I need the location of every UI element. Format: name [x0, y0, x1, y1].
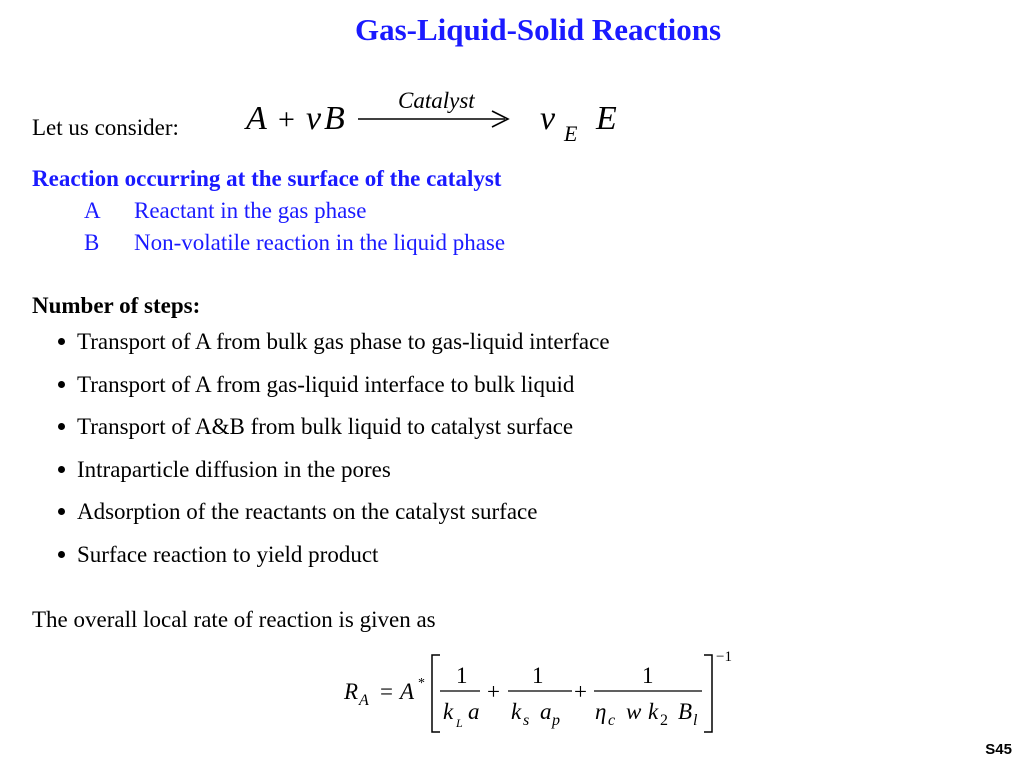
bullet-icon: [58, 551, 65, 558]
step-item: [58, 372, 574, 398]
eq-catalyst-label: Catalyst: [398, 88, 475, 113]
eq-reactant-a: A: [246, 100, 267, 137]
formula-star: *: [418, 676, 425, 691]
formula-a: A: [400, 679, 415, 704]
bullet-icon: [58, 466, 65, 473]
formula-r: R: [344, 679, 359, 704]
step-item-text: Transport of A from gas-liquid interface to bulk liquid: [77, 372, 575, 397]
step-item: [58, 542, 378, 568]
step-item: [58, 414, 573, 440]
term3-w: w: [626, 699, 642, 724]
bullet-icon: [58, 338, 65, 345]
eq-plus: +: [278, 103, 295, 136]
surface-item-a-key: A: [84, 198, 101, 223]
formula-r-sub: A: [359, 692, 369, 709]
surface-item-a-text: Reactant in the gas phase: [134, 198, 367, 223]
term2-k: k: [511, 699, 522, 724]
eq-reactant-b: B: [324, 100, 345, 137]
step-item: [58, 499, 537, 525]
bullet-icon: [58, 423, 65, 430]
term3-k-sub: 2: [660, 712, 668, 729]
eq-nu: ν: [306, 100, 322, 137]
term1-k-sub: L: [456, 716, 463, 730]
rate-text: The overall local rate of reaction is given as: [32, 607, 436, 632]
step-item-text: Adsorption of the reactants on the catalyst surface: [77, 499, 538, 524]
step-item-text: Surface reaction to yield product: [77, 542, 379, 567]
term3-b: B: [678, 699, 693, 724]
term3-eta-sub: c: [608, 712, 616, 729]
term3-numerator: 1: [642, 663, 654, 688]
step-item-text: Transport of A&B from bulk liquid to catalyst surface: [77, 414, 574, 439]
slide-number: S45: [985, 741, 1012, 758]
reaction-equation: [240, 85, 640, 150]
left-bracket: [432, 655, 440, 732]
term3-k: k: [648, 699, 659, 724]
eq-product-e: E: [596, 100, 617, 137]
eq-nu-e: ν: [540, 100, 556, 137]
step-item-text: Transport of A from bulk gas phase to gas-liquid interface: [77, 329, 610, 354]
term1-a: a: [468, 699, 480, 724]
term3-b-sub: l: [693, 712, 698, 729]
eq-sub-e: E: [564, 121, 578, 146]
term2-a: a: [540, 699, 552, 724]
bullet-icon: [58, 381, 65, 388]
steps-heading: Number of steps:: [32, 293, 201, 318]
term1-numerator: 1: [456, 663, 468, 688]
term2-k-sub: s: [523, 712, 530, 729]
plus-1: +: [487, 679, 500, 704]
surface-item-b-text: Non-volatile reaction in the liquid phase: [134, 230, 506, 255]
plus-2: +: [574, 679, 587, 704]
surface-heading: Reaction occurring at the surface of the catalyst: [32, 166, 502, 191]
bullet-icon: [58, 508, 65, 515]
step-item-text: Intraparticle diffusion in the pores: [77, 457, 391, 482]
right-bracket: [704, 655, 712, 732]
slide-title: Gas-Liquid-Solid Reactions: [354, 12, 722, 47]
step-item: [58, 329, 610, 355]
term2-a-sub: p: [552, 712, 560, 729]
term2-numerator: 1: [532, 663, 544, 688]
term3-eta: η: [595, 699, 607, 724]
term1-k: k: [443, 699, 454, 724]
intro-lead: Let us consider:: [32, 115, 179, 140]
formula-exponent: −1: [716, 649, 732, 665]
surface-item-b-key: B: [84, 230, 100, 255]
formula-equals: =: [380, 679, 393, 704]
rate-formula: [336, 645, 746, 740]
step-item: [58, 457, 391, 483]
